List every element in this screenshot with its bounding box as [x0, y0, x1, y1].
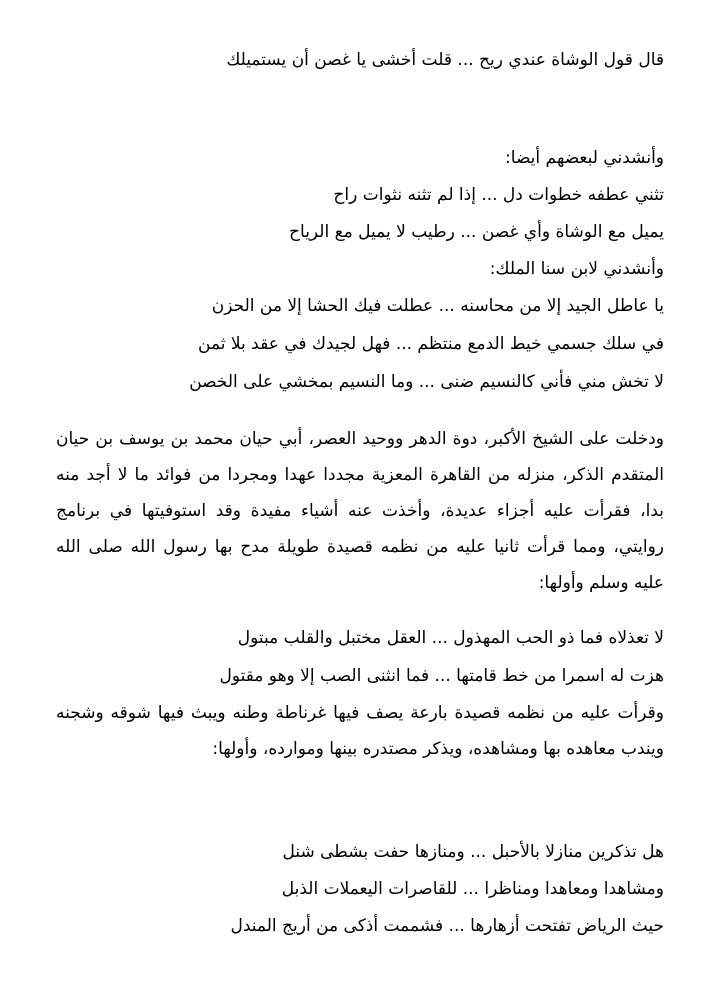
verse-line: يا عاطل الجيد إلا من محاسنه ... عطلت فيك الحشا إلا من الحزن	[211, 296, 664, 316]
text-line: وأنشدني لابن سنا الملك:	[489, 259, 664, 279]
prose-paragraph: وقرأت عليه من نظمه قصيدة بارعة يصف فيها غرناطة وطنه ويبث فيها شوقه وشجنه ويندب معاهده بها ومشاهده، ويذكر مصتدره بينها وموارده، وأولها:	[56, 703, 664, 759]
verse-line: هزت له اسمرا من خط قامتها ... فما انثنى الصب إلا وهو مقتول	[219, 666, 664, 686]
verse-line: حيث الرياض تفتحت أزهارها ... فشممت أذكى من أريج المندل	[230, 916, 664, 936]
verse-line: ومشاهدا ومعاهدا ومناظرا ... للقاصرات اليعملات الذبل	[281, 879, 664, 899]
verse-line: في سلك جسمي خيط الدمع منتظم ... فهل لجيدك في عقد بلا ثمن	[198, 334, 664, 354]
text-line: قال قول الوشاة عندي ريح ... قلت أخشى يا غصن أن يستميلك	[226, 50, 664, 70]
verse-line: لا تعذلاه فما ذو الحب المهذول ... العقل مختبل والقلب مبتول	[237, 628, 664, 648]
verse-line: تثني عطفه خطوات دل ... إذا لم تثنه نثوات راح	[333, 185, 664, 205]
prose-paragraph: ودخلت على الشيخ الأكبر، دوة الدهر ووحيد العصر، أبي حيان محمد بن يوسف بن حيان المتقدم الذكر، منزله من القاهرة المعزية مجددا عهدا ومجردا من فوائد ما لا أجد منه بدا، فقرأت عليه أجزاء عديدة، وأخذت عنه أشياء مفيدة وقد استوفيتها في برنامج روايتي، ومما قرأت ثانيا عليه من نظمه قصيدة طويلة مدح بها رسول الله صلى الله عليه وسلم وأولها:	[56, 429, 664, 593]
verse-line: هل تذكرين منازلا بالأحبل ... ومنازها حفت بشطى شنل	[282, 842, 664, 862]
verse-line: يميل مع الوشاة وأي غصن ... رطيب لا يميل مع الرياح	[289, 222, 664, 242]
text-line: وأنشدني لبعضهم أيضا:	[505, 148, 664, 168]
verse-line: لا تخش مني فأني كالنسيم ضنى ... وما النسيم بمخشي على الخصن	[189, 372, 664, 392]
